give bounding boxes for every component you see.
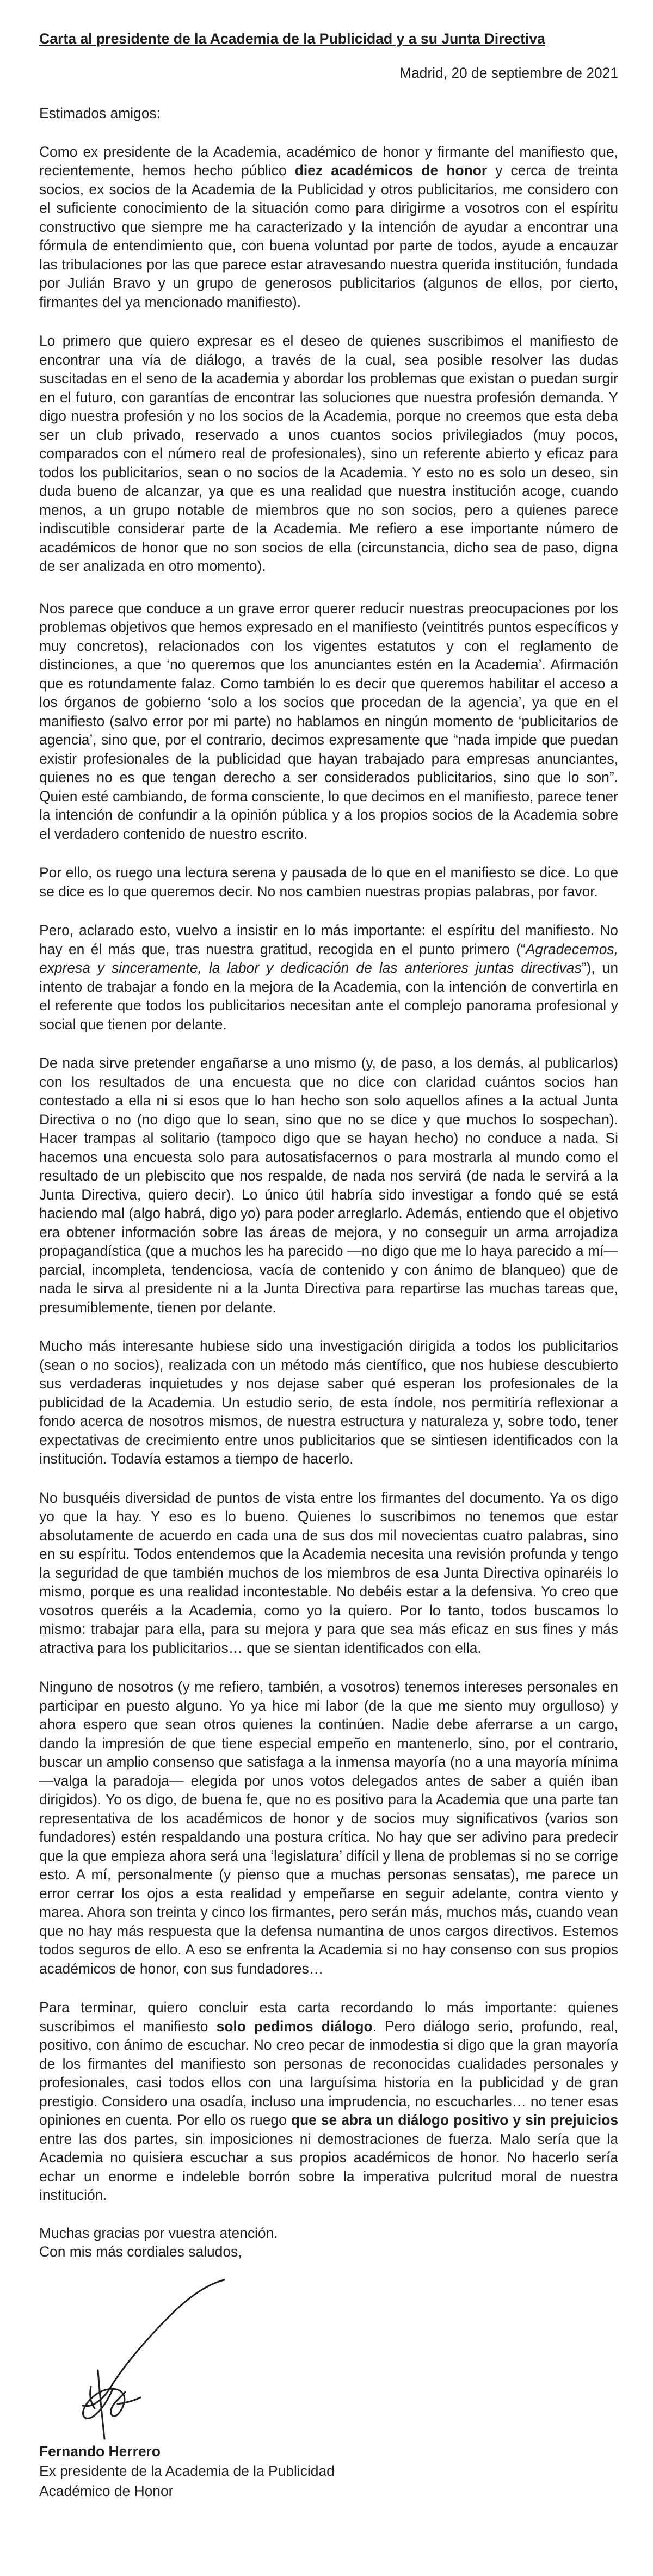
letter-date: Madrid, 20 de septiembre de 2021 — [399, 64, 618, 81]
paragraph-5-text-a: Pero, aclarado esto, vuelvo a insistir en lo más importante: el espíritu del manifiesto. No hay en él más que, tras nuestra gratitud, recogida en el punto primero (“ — [39, 922, 618, 957]
paragraph-8: No busquéis diversidad de puntos de vista entre los firmantes del documento. Ya os digo yo que la hay. Y eso es lo bueno. Quienes lo suscribimos no tenemos que estar absolutamente de acuerdo en cada una de sus dos mil novecientas cuatro palabras, sino en su espíritu. Todos entendemos que la Academia necesita una revisión profunda y tengo la seguridad de que también muchos de los miembros de esa Junta Directiva opinaréis lo mismo, porque es una realidad incontestable. No debéis estar a la defensiva. Yo creo que vosotros queréis a la Academia, como yo la quiero. Por lo tanto, todos buscamos lo mismo: trabajar para ella, para su mejora y para que sea más eficaz en sus fines y más atractiva para los publicitarios… que se sientan identificados con ella. — [39, 1489, 618, 1656]
paragraph-10-text-a: Para terminar, quiero concluir esta carta recordando lo más importante: quienes suscribimos el manifiesto — [39, 1999, 618, 2034]
paragraph-4: Por ello, os ruego una lectura serena y pausada de lo que en el manifiesto se dice. Lo que se dice es lo que queremos decir. No nos cambien nuestras propias palabras, por favor. — [39, 864, 618, 900]
paragraph-1-bold: diez académicos de honor — [294, 162, 488, 179]
paragraph-10-bold-2: que se abra un diálogo positivo y sin prejuicios — [291, 2112, 618, 2128]
paragraph-1-text-c: y cerca de treinta socios, ex socios de la Academia de la Publicidad y otros publicitarios, me considero con el suficiente conocimiento de la situación como para dirigirme a vosotros con el espíritu constructivo que siempre me ha caracterizado y la intención de ayudar a encontrar una fórmula de entendimiento que, con buena voluntad por parte de todos, ayude a encauzar las tribulaciones por las que parece estar atravesando nuestra querida institución, fundada por Julián Bravo y un grupo de generosos publicitarios (algunos de ellos, por cierto, firmantes del ya mencionado manifiesto). — [39, 162, 618, 310]
paragraph-9: Ninguno de nosotros (y me refiero, también, a vosotros) tenemos intereses personales en participar en puesto alguno. Yo ya hice mi labor (de la que me siento muy orgulloso) y ahora espero que sean otros quienes la continúen. Nadie debe aferrarse a un cargo, dando la impresión de que tiene especial empeño en mantenerlo, sino, por el contrario, buscar un amplio consenso que satisfaga a la inmensa mayoría (no a una mayoría mínima —valga la paradoja— elegida por unos votos delegados antes de saber a quién iban dirigidos). Yo os digo, de buena fe, que no es positivo para la Academia que una parte tan representativa de los académicos de honor y de socios muy significativos (varios son fundadores) estén respaldando una postura crítica. No hay que ser adivino para predecir que la que empieza ahora será una ‘legislatura’ difícil y llena de problemas si no se corrige esto. A mí, personalmente (y pienso que a muchas personas sensatas), me parece un error cerrar los ojos a esta realidad y empeñarse en seguir adelante, contra viento y marea. Ahora son treinta y cinco los firmantes, pero serán más, muchos más, cuando vean que no hay más respuesta que la defensa numantina de unos cargos directivos. Estemos todos seguros de ello. A eso se enfrenta la Academia si no hay consenso con sus propios académicos de honor, con sus fundadores… — [39, 1679, 618, 1977]
paragraph-6: De nada sirve pretender engañarse a uno mismo (y, de paso, a los demás, al publicarlos) con los resultados de una encuesta que no dice con claridad cuántos socios han contestado a ella ni si esos que lo han hecho son solo aquellos afines a la actual Junta Directiva o no (no digo que lo sean, sino que no se dice y que muchos lo sospechan). Hacer trampas al solitario (tampoco digo que se hayan hecho) no conduce a nada. Si hacemos una encuesta solo para autosatisfacernos o para mostrarla al mundo como el resultado de un plebiscito que nos respalde, de nada nos servirá (de nada le servirá a la Junta Directiva, quiero decir). Lo único útil habría sido investigar a fondo qué se está haciendo mal (algo habrá, digo yo) para poder arreglarlo. Además, entiendo que el objetivo era obtener información sobre las áreas de mejora, y no conseguir un arma arrojadiza propagandística (que a muchos les ha parecido —no digo que me lo haya parecido a mí— parcial, incompleta, tendenciosa, vacía de contenido y con ánimo de blanqueo) que de nada le sirva al presidente ni a la Junta Directiva para repartirse las muchas tareas que, presumiblemente, tienen por delante. — [39, 1055, 618, 1315]
handwritten-signature — [61, 2278, 241, 2441]
paragraph-1-text-a: Como ex presidente de la Academia, académico de honor y firmante del manifiesto que, recientemente, hemos hecho público — [39, 143, 618, 179]
paragraph-5-text-c: ”), un intento de trabajar a fondo en la mejora de la Academia, con la intención de convertirla en el referente que todos los publicitarios necesitan ante el complejo panorama profesional y social que tienen por delante. — [39, 960, 618, 1032]
paragraph-5-italic-quote: Agradecemos, expresa y sinceramente, la labor y dedicación de las anteriores juntas directivas — [39, 940, 618, 976]
letter-greeting: Estimados amigos: — [39, 105, 161, 121]
closing-regards: Con mis más cordiales saludos, — [39, 2243, 242, 2260]
paragraph-10-text-c: . Pero diálogo serio, profundo, real, positivo, con ánimo de escuchar. No creo pecar de inmodestia si digo que la gran mayoría de los firmantes del manifiesto son personas de reconocidas cualidades personales y profesionales, casi todos ellos con una larguísima historia en la publicidad y de gran prestigio. Considero una osadía, incluso una imprudencia, no escucharles… no tener esas opiniones en cuenta. Por ello os ruego — [39, 2018, 618, 2128]
paragraph-7: Mucho más interesante hubiese sido una investigación dirigida a todos los publicitarios (sean o no socios), realizada con un método más científico, que nos hubiese descubierto sus verdaderas inquietudes y nos dejase saber qué esperan los profesionales de la publicidad de la Academia. Un estudio serio, de esta índole, nos permitiría reflexionar a fondo acerca de nosotros mismos, de nuestra estructura y naturaleza y, sobre todo, tener expectativas de crecimiento entre unos publicitarios que se sintiesen identificados con la institución. Todavía estamos a tiempo de hacerlo. — [39, 1338, 618, 1467]
closing-thanks: Muchas gracias por vuestra atención. — [39, 2224, 278, 2241]
paragraph-5 — [39, 921, 618, 1034]
letter-title: Carta al presidente de la Academia de la Publicidad y a su Junta Directiva — [39, 30, 545, 47]
paragraph-3: Nos parece que conduce a un grave error querer reducir nuestras preocupaciones por los problemas objetivos que hemos expresado en el manifiesto (veintitrés puntos específicos y muy concretos), relacionados con los vigentes estatutos y con el reglamento de distinciones, a que ‘no queremos que los anunciantes estén en la Academia’. Afirmación que es rotundamente falaz. Como también lo es decir que queremos habilitar el acceso a los órganos de gobierno ‘solo a los socios que procedan de la agencia’, ya que en el manifiesto (salvo error por mi parte) no hablamos en ningún momento de ‘publicitarios de agencia’, sino que, por el contrario, decimos expresamente que “nada impide que puedan existir profesionales de la publicidad que hayan trabajado para empresas anunciantes, quienes no es que tengan derecho a ser considerados publicitarios, sino que lo son”. Quien esté cambiando, de forma consciente, lo que decimos en el manifiesto, parece tener la intención de confundir a la opinión pública y a los propios socios de la Academia sobre el verdadero contenido de nuestro escrito. — [39, 600, 618, 842]
signer-role-1: Ex presidente de la Academia de la Publicidad — [39, 2463, 335, 2479]
signer-name: Fernando Herrero — [39, 2443, 161, 2460]
signer-role-2: Académico de Honor — [39, 2482, 174, 2499]
paragraph-10-text-e: entre las dos partes, sin imposiciones ni demostraciones de fuerza. Malo sería que la Academia no quisiera escuchar a sus propios académicos de honor. No hacerlo sería echar un enorme e indeleble borrón sobre la imperativa pulcritud moral de nuestra institución. — [39, 2130, 618, 2203]
paragraph-10-bold-1: solo pedimos diálogo — [216, 2018, 373, 2034]
paragraph-10 — [39, 1998, 618, 2205]
paragraph-2: Lo primero que quiero expresar es el deseo de quienes suscribimos el manifiesto de encontrar una vía de diálogo, a través de la cual, sea posible resolver las dudas suscitadas en el seno de la academia y abordar los problemas que existan o puedan surgir en el futuro, con garantías de encontrar las soluciones que nuestra profesión demanda. Y digo nuestra profesión y no los socios de la Academia, porque no creemos que esta deba ser un club privado, reservado a unos cuantos socios privilegiados (muy pocos, comparados con el número real de profesionales), sino un referente abierto y eficaz para todos los publicitarios, sean o no socios de la Academia. Y esto no es solo un deseo, sin duda bueno de alcanzar, ya que es una realidad que nuestra institución acoge, cuando menos, a un grupo notable de miembros que no son socios, pero a quienes parece indiscutible considerar parte de la Academia. Me refiero a ese importante número de académicos de honor que no son socios de ella (circunstancia, dicho sea de paso, digna de ser analizada en otro momento). — [39, 333, 618, 574]
paragraph-1 — [39, 143, 618, 312]
